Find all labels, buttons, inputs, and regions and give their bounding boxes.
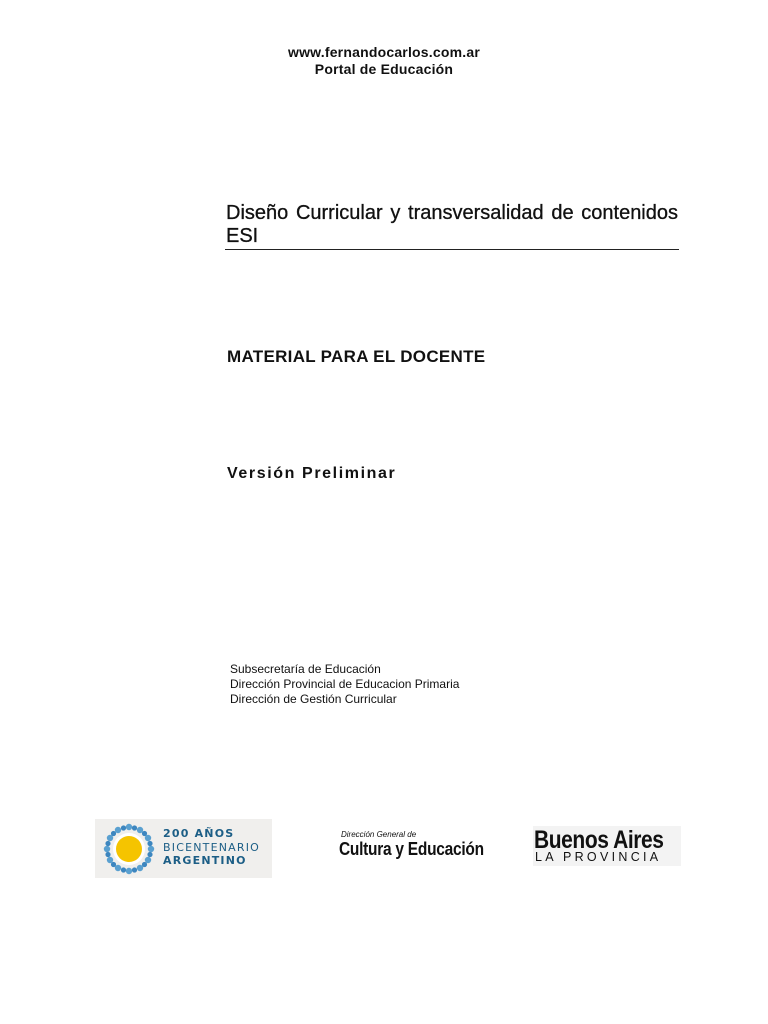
cultura-title: Cultura y Educación [339,839,484,859]
bicentenario-logo [95,819,272,878]
cultura-subtitle: Dirección General de [341,830,417,839]
version-label: Versión Preliminar [227,465,397,482]
office-line: Dirección Provincial de Educacion Primaria [230,677,460,691]
office-line: Subsecretaría de Educación [230,662,381,676]
buenos-aires-subtitle: LA PROVINCIA [535,850,662,864]
header [0,44,768,78]
bicentenario-line: 200 AÑOS [163,827,235,840]
portal-name: Portal de Educación [314,61,454,77]
offices-list [230,662,459,707]
office-line: Dirección de Gestión Curricular [230,692,397,706]
website-url: www.fernandocarlos.com.ar [288,44,480,60]
bicentenario-line: ARGENTINO [163,854,247,867]
sun-emblem-icon [103,823,155,875]
title-underline [225,249,679,250]
cultura-educacion-logo [338,829,520,861]
document-title: Diseño Curricular y transversalidad de contenidos ESI [226,202,678,247]
bicentenario-line: BICENTENARIO [163,840,261,854]
buenos-aires-title: Buenos Aires [534,826,664,854]
buenos-aires-logo [533,826,681,866]
material-heading: MATERIAL PARA EL DOCENTE [227,347,486,366]
bicentenario-text [163,827,260,868]
